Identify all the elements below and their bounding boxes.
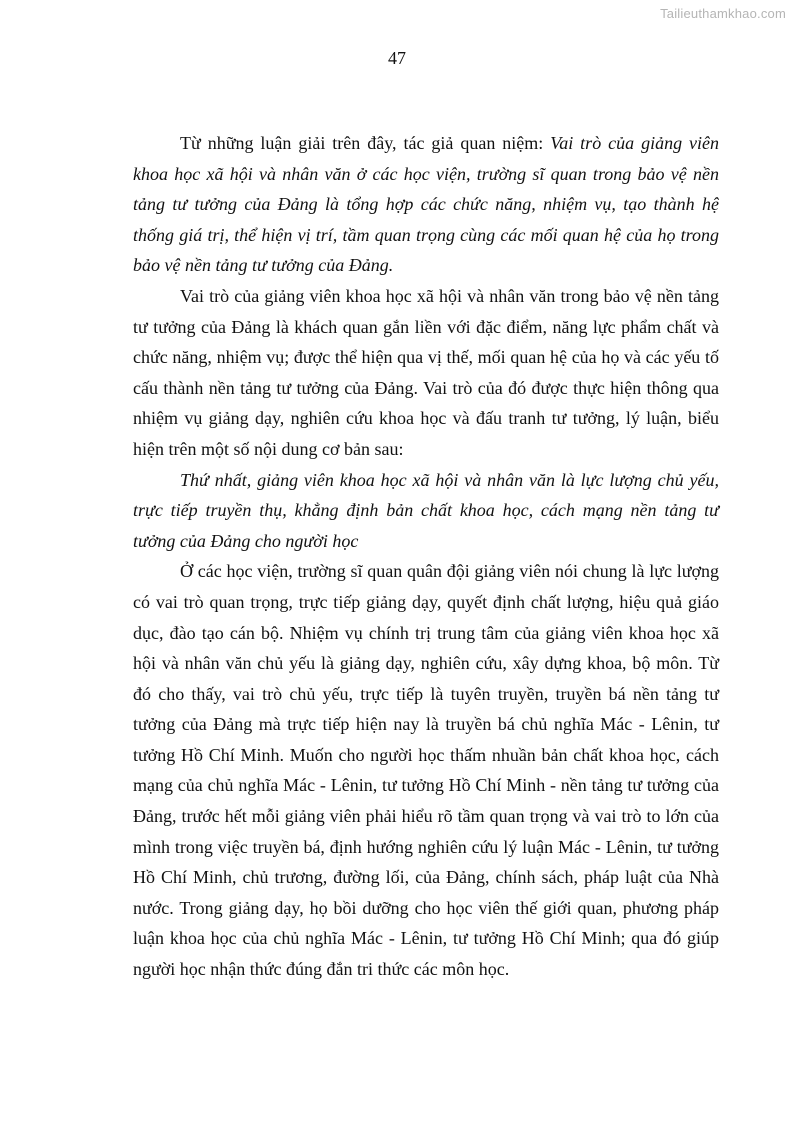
paragraph-role-details: Ở các học viện, trường sĩ quan quân đội giảng viên nói chung là lực lượng có vai trò quan trọng, trực tiếp giảng dạy, quyết định chất lượng, hiệu quả giáo dục, đào tạo cán bộ. Nhiệm vụ chính trị trung tâm của giảng viên khoa học xã hội và nhân văn chủ yếu là giảng dạy, nghiên cứu, xây dựng khoa, bộ môn. Từ đó cho thấy, vai trò chủ yếu, trực tiếp là tuyên truyền, truyền bá nền tảng tư tưởng của Đảng mà trực tiếp hiện nay là truyền bá chủ nghĩa Mác - Lênin, tư tưởng Hồ Chí Minh. Muốn cho người học thấm nhuần bản chất khoa học, cách mạng của chủ nghĩa Mác - Lênin, tư tưởng Hồ Chí Minh - nền tảng tư tưởng của Đảng, trước hết mỗi giảng viên phải hiểu rõ tầm quan trọng và vai trò to lớn của mình trong việc truyền bá, định hướng nghiên cứu lý luận Mác - Lênin, tư tưởng Hồ Chí Minh, chủ trương, đường lối, của Đảng, chính sách, pháp luật của Nhà nước. Trong giảng dạy, họ bồi dưỡng cho học viên thế giới quan, phương pháp luận khoa học của chủ nghĩa Mác - Lênin, tư tưởng Hồ Chí Minh; qua đó giúp người học nhận thức đúng đắn tri thức các môn học. (133, 561, 719, 980)
section-heading-first-point: Thứ nhất, giảng viên khoa học xã hội và nhân văn là lực lượng chủ yếu, trực tiếp truyền thụ, khẳng định bản chất khoa học, cách mạng nền tảng tư tưởng của Đảng cho người học (133, 469, 719, 551)
paragraph-definition (133, 128, 719, 281)
page-number: 47 (388, 48, 406, 68)
watermark-text: Tailieuthamkhao.com (660, 6, 786, 21)
paragraph-role-overview: Vai trò của giảng viên khoa học xã hội và nhân văn trong bảo vệ nền tảng tư tưởng của Đảng là khách quan gắn liền với đặc điểm, năng lực phẩm chất và chức năng, nhiệm vụ; được thể hiện qua vị thế, mối quan hệ của họ và các yếu tố cấu thành nền tảng tư tưởng của Đảng. Vai trò của đó được thực hiện thông qua nhiệm vụ giảng dạy, nghiên cứu khoa học và đấu tranh tư tưởng, lý luận, biểu hiện trên một số nội dung cơ bản sau: (133, 285, 719, 459)
document-body (133, 128, 719, 985)
paragraph-definition-intro: Từ những luận giải trên đây, tác giả quan niệm: (180, 133, 551, 153)
paragraph-definition-italic: Vai trò của giảng viên khoa học xã hội và nhân văn ở các học viện, trường sĩ quan trong bảo vệ nền tảng tư tưởng của Đảng là tổng hợp các chức năng, nhiệm vụ, tạo thành hệ thống giá trị, thể hiện vị trí, tầm quan trọng cùng các mối quan hệ của họ trong bảo vệ nền tảng tư tưởng của Đảng. (133, 133, 720, 276)
